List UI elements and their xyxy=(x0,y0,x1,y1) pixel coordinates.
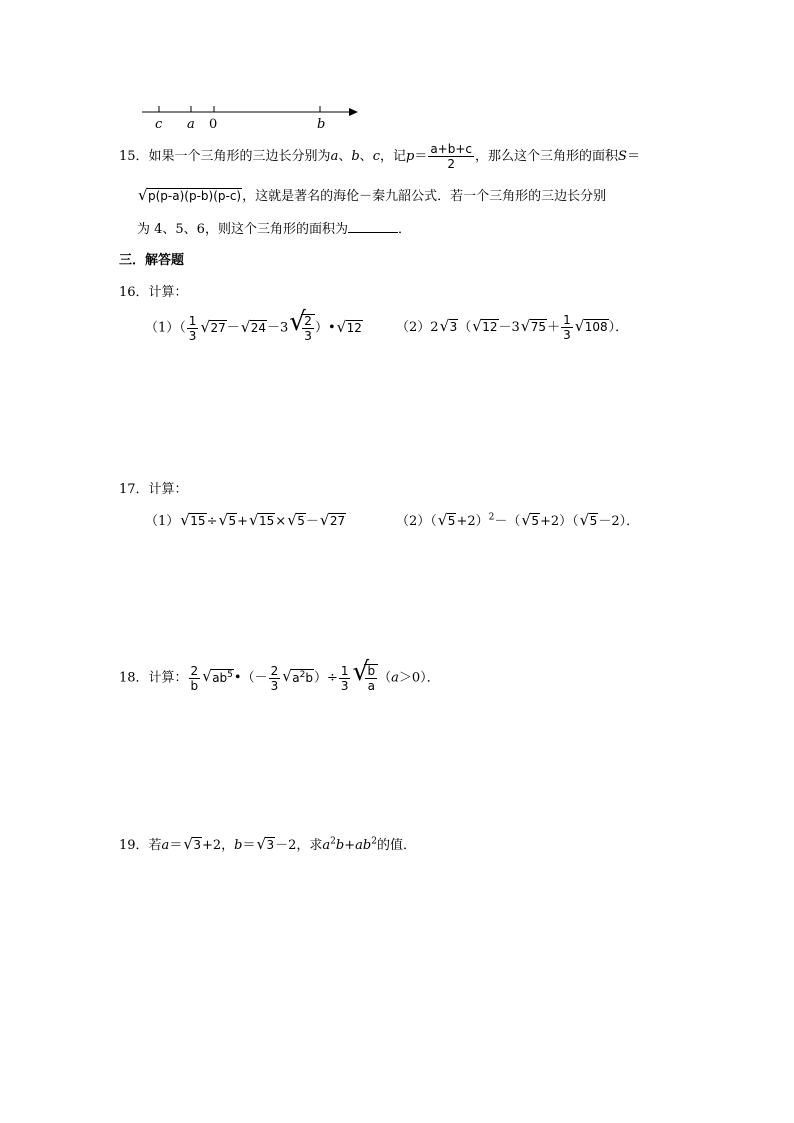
question-15-line1: 15．如果一个三角形的三边长分别为a、b、c，记p＝ $\frac{a+b+c}{2}$ ，那么这个三角形的面积S＝ xyxy=(119,142,640,171)
sqrt-heron: √ p(p-a)(p-b)(p-c) xyxy=(138,186,242,205)
number-line-label-c: c xyxy=(155,117,163,132)
question-17-part2: （2）（ √ 5+2）$^2$－（ √ 5+2）（ √ 5－2）． xyxy=(396,511,640,530)
number-line-label-a: a xyxy=(187,117,195,132)
answer-blank[interactable] xyxy=(348,220,398,233)
question-number: 15． xyxy=(119,149,149,164)
question-19: 19．若a＝ √ 3+2，b＝ √ 3－2，求$a^2b+ab^2$的值． xyxy=(119,835,416,854)
number-line-label-b: b xyxy=(317,117,326,132)
number-line-label-0: 0 xyxy=(209,117,218,132)
question-16-title: 16．计算： xyxy=(119,285,188,300)
fraction: $\frac{a+b+c}{2}$ xyxy=(430,142,473,171)
question-17-part1: （1） √ 15÷ √ 5+ √ 15× √ 5－ √ 27 xyxy=(145,511,346,530)
section-title: 三．解答题 xyxy=(119,253,185,268)
question-15-line3: 为 4、5、6，则这个三角形的面积为 ． xyxy=(137,222,411,237)
question-15-line2: √ p(p-a)(p-b)(p-c)，这就是著名的海伦－秦九韶公式．若一个三角形的三边长分别 xyxy=(138,186,607,205)
question-17-title: 17．计算： xyxy=(119,482,188,497)
number-line xyxy=(138,100,368,134)
question-16-part2: （2）2 √ 3（ √ 12－3 √ 75＋ $\frac{1}{3}$ √ 108）． xyxy=(396,313,629,342)
question-18: 18．计算： $\frac{2}{b}$ √ $ab^5•(-$ $\frac{2}{3}$ √ $a^2b)\div$ $\frac{1}{3}$ √ $\frac{b}{a}$ （a＞0）． xyxy=(119,657,440,693)
question-16-part1: （1）（ $\frac{1}{3}$ √ 27－ √ 24－3 √ $\frac{2}{3}$ ）• √ 12 xyxy=(145,307,362,343)
